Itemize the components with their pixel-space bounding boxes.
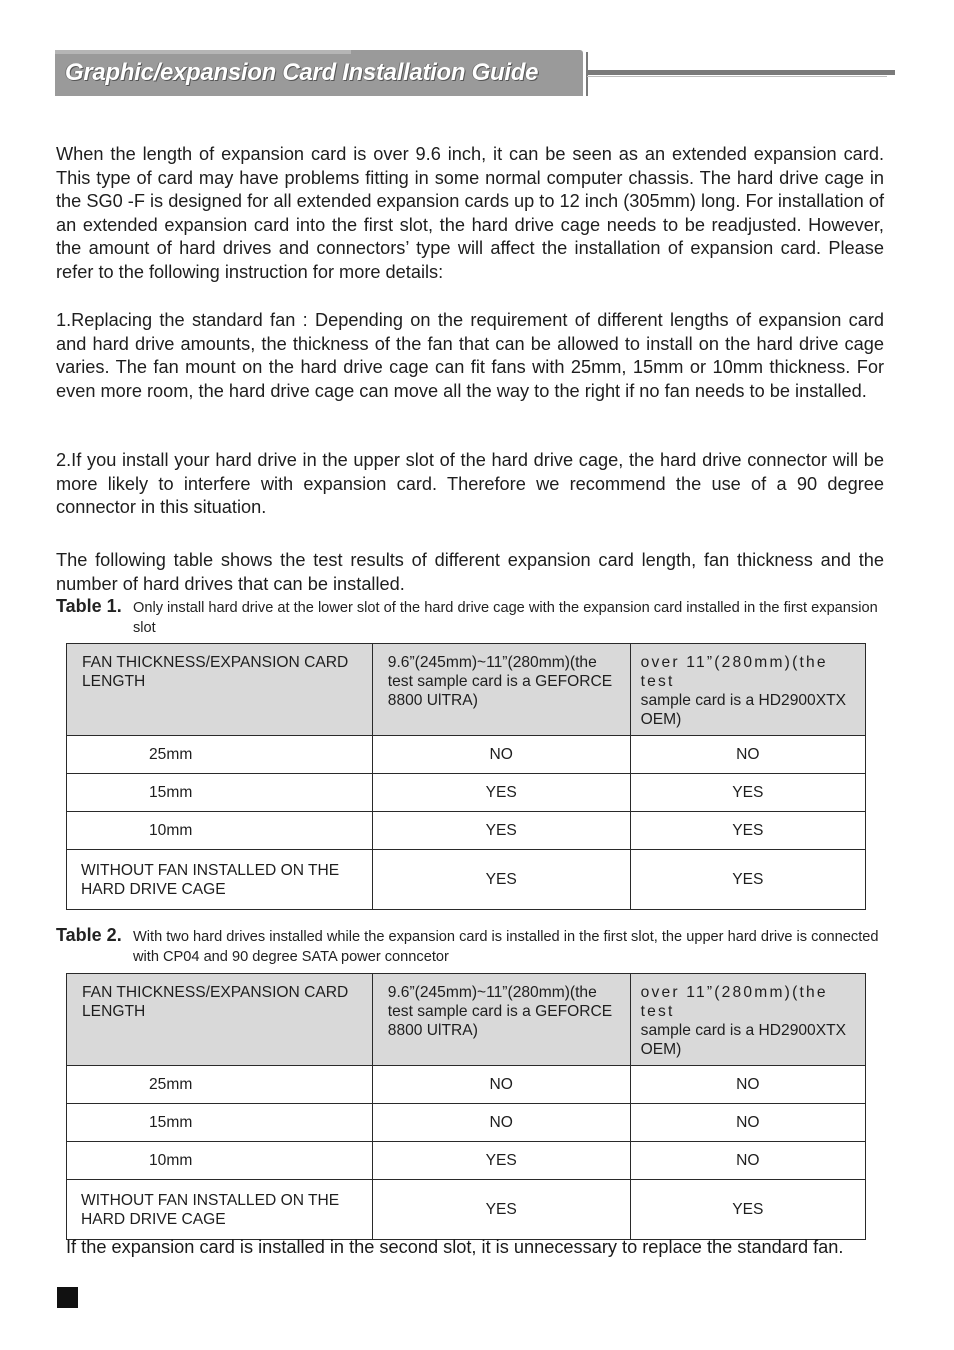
- title-tab-highlight: [55, 50, 351, 54]
- table-row: [67, 812, 866, 850]
- fan-thickness-cell: 25mm: [67, 1066, 373, 1104]
- table-2-caption-text: With two hard drives installed while the expansion card is installed in the first slot, the upper hard drive is connected with CP04 and 90 degree SATA power conncetor: [133, 929, 879, 965]
- second-slot-note: If the expansion card is installed in the second slot, it is unnecessary to replace the standard fan.: [66, 1237, 844, 1257]
- table-2-caption: [56, 925, 886, 968]
- header-card-length-over: [630, 974, 865, 1066]
- table-row: [67, 774, 866, 812]
- fan-thickness-cell: WITHOUT FAN INSTALLED ON THE HARD DRIVE CAGE: [67, 850, 373, 910]
- table-row: [67, 736, 866, 774]
- table-1-caption-text: Only install hard drive at the lower slot of the hard drive cage with the expansion card installed in the first expansion slot: [133, 600, 878, 636]
- title-rule-shadow: [587, 76, 887, 77]
- fan-thickness-cell: 25mm: [67, 736, 373, 774]
- table-1-caption: [56, 596, 886, 639]
- page-marker-square: [57, 1287, 78, 1308]
- header-card-length-mid: 9.6”(245mm)~11”(280mm)(the test sample card is a GEFORCE 8800 UlTRA): [372, 644, 630, 736]
- fan-thickness-cell: WITHOUT FAN INSTALLED ON THE HARD DRIVE CAGE: [67, 1180, 373, 1240]
- table-row: [67, 1066, 866, 1104]
- table-row: [67, 1104, 866, 1142]
- header-fan-thickness: FAN THICKNESS/EXPANSION CARD LENGTH: [67, 974, 373, 1066]
- fan-thickness-cell: 15mm: [67, 774, 373, 812]
- result-cell: YES: [372, 1180, 630, 1240]
- result-cell: YES: [630, 774, 865, 812]
- table-intro-paragraph: The following table shows the test results of different expansion card length, fan thickness and the number of hard drives that can be installed.: [56, 550, 884, 594]
- table-2: [66, 973, 866, 1240]
- table-1-label: Table 1.: [56, 596, 122, 616]
- header-card-length-over-line-1: over 11”(280mm)(the test: [640, 984, 828, 1020]
- table-1: [66, 643, 866, 910]
- header-card-length-over-line-2: sample card is a HD2900XTX OEM): [640, 1022, 847, 1058]
- result-cell: YES: [630, 850, 865, 910]
- header-fan-thickness: FAN THICKNESS/EXPANSION CARD LENGTH: [67, 644, 373, 736]
- result-cell: YES: [372, 812, 630, 850]
- result-cell: YES: [372, 774, 630, 812]
- table-header-row: [67, 974, 866, 1066]
- page-title: Graphic/expansion Card Installation Guide: [65, 59, 539, 86]
- fan-thickness-cell: 10mm: [67, 1142, 373, 1180]
- result-cell: YES: [630, 1180, 865, 1240]
- result-cell: NO: [630, 1066, 865, 1104]
- result-cell: NO: [372, 1104, 630, 1142]
- result-cell: NO: [630, 736, 865, 774]
- intro-paragraph: When the length of expansion card is over 9.6 inch, it can be seen as an extended expansion card. This type of card may have problems fitting in some normal computer chassis. The hard drive cage in the SG0 -F is designed for all extended expansion cards up to 12 inch (305mm) long. For installation of an extended expansion card into the first slot, the hard drive cage needs to be readjusted. However, the amount of hard drives and connectors’ type will affect the installation of expansion card. Please refer to the following instruction for more details:: [56, 144, 884, 282]
- header-card-length-over: [630, 644, 865, 736]
- result-cell: YES: [372, 1142, 630, 1180]
- step-1-paragraph: 1.Replacing the standard fan : Depending on the requirement of different lengths of expansion card and hard drive amounts, the thickness of the fan that can be allowed to install on the hard drive cage varies. The fan mount on the hard drive cage can fit fans with 25mm, 15mm or 10mm thickness. For even more room, the hard drive cage can move all the way to the right if no fan needs to be installed.: [56, 310, 884, 401]
- result-cell: NO: [372, 1066, 630, 1104]
- table-header-row: [67, 644, 866, 736]
- table-row: [67, 850, 866, 910]
- header-card-length-over-line-2: sample card is a HD2900XTX OEM): [640, 692, 847, 728]
- table-2-label: Table 2.: [56, 925, 122, 945]
- section-header: [55, 50, 895, 98]
- step-2-paragraph: 2.If you install your hard drive in the upper slot of the hard drive cage, the hard drive connector will be more likely to interfere with expansion card. Therefore we recommend the use of a 90 degree connector in this situation.: [56, 450, 884, 518]
- result-cell: YES: [630, 812, 865, 850]
- header-card-length-over-line-1: over 11”(280mm)(the test: [640, 654, 828, 690]
- title-rule: [587, 70, 895, 75]
- result-cell: NO: [630, 1104, 865, 1142]
- fan-thickness-cell: 10mm: [67, 812, 373, 850]
- result-cell: YES: [372, 850, 630, 910]
- result-cell: NO: [372, 736, 630, 774]
- table-row: [67, 1180, 866, 1240]
- fan-thickness-cell: 15mm: [67, 1104, 373, 1142]
- result-cell: NO: [630, 1142, 865, 1180]
- header-card-length-mid: 9.6”(245mm)~11”(280mm)(the test sample card is a GEFORCE 8800 UlTRA): [372, 974, 630, 1066]
- table-row: [67, 1142, 866, 1180]
